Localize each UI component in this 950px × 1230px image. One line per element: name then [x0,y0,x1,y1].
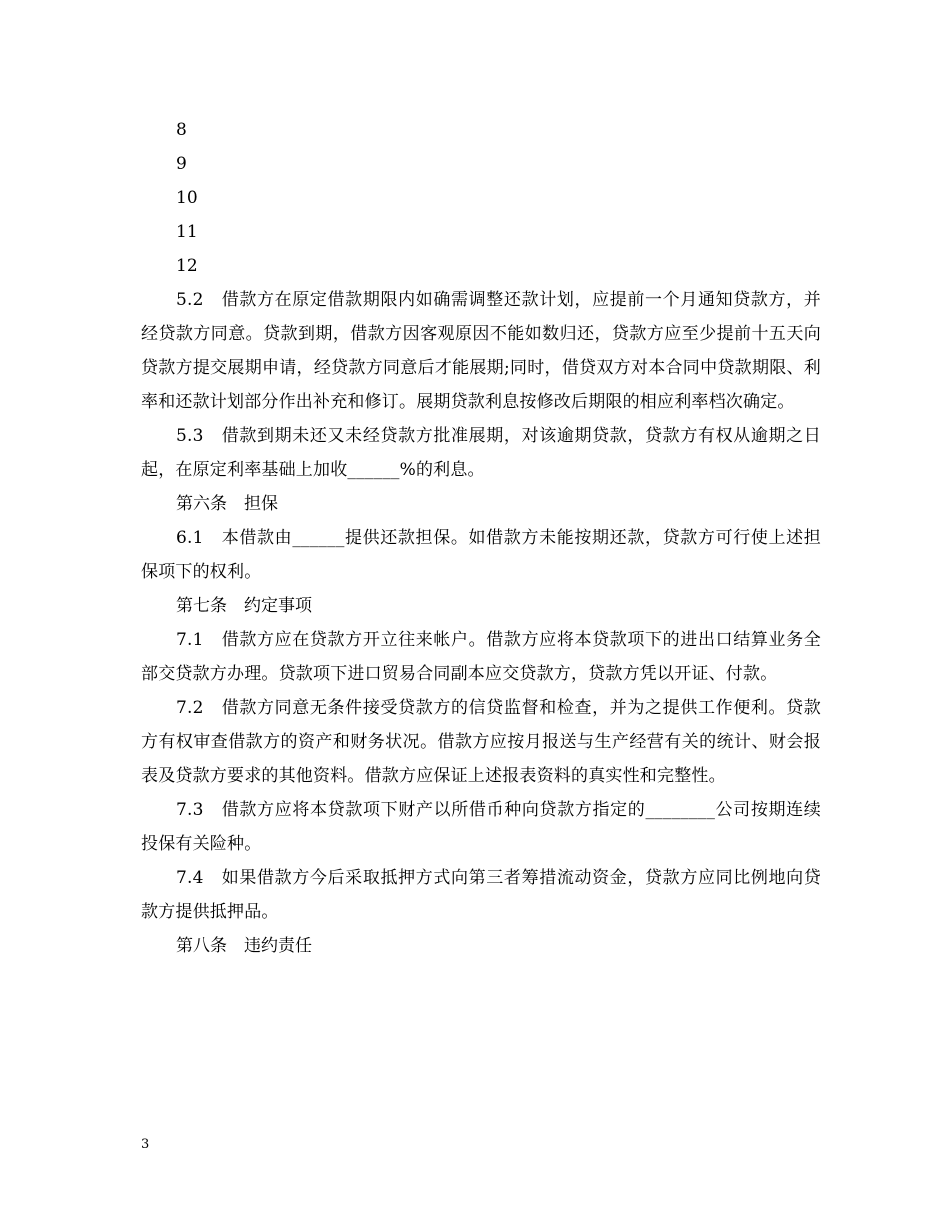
list-number: 11 [176,222,198,242]
clause-5-2: 5.2 借款方在原定借款期限内如确需调整还款计划，应提前一个月通知贷款方，并经贷款方同意。贷款到期，借款方因客观原因不能如数归还，贷款方应至少提前十五天向贷款方提交展期申请，经贷款方同意后才能展期;同时，借贷双方对本合同中贷款期限、利率和还款计划部分作出补充和修订。展期贷款利息按修改后期限的相应利率档次确定。 [141,290,821,412]
clause-6-1: 6.1 本借款由______提供还款担保。如借款方未能按期还款，贷款方可行使上述担保项下的权利。 [141,528,821,582]
page-content [141,113,821,963]
page-number: 3 [141,1137,150,1152]
clause-7-3: 7.3 借款方应将本贷款项下财产以所借币种向贷款方指定的________公司按期连续投保有关险种。 [141,800,821,854]
clause-7-1: 7.1 借款方应在贷款方开立往来帐户。借款方应将本贷款项下的进出口结算业务全部交贷款方办理。贷款项下进口贸易合同副本应交贷款方，贷款方凭以开证、付款。 [141,630,821,684]
list-number: 10 [176,188,198,208]
article-6-heading: 第六条 担保 [176,494,278,514]
clause-5-3: 5.3 借款到期未还又未经贷款方批准展期，对该逾期贷款，贷款方有权从逾期之日起，在原定利率基础上加收______%的利息。 [141,426,821,480]
article-8-heading: 第八条 违约责任 [176,936,312,956]
list-number: 12 [176,256,198,276]
clause-7-4: 7.4 如果借款方今后采取抵押方式向第三者筹措流动资金，贷款方应同比例地向贷款方提供抵押品。 [141,868,821,922]
clause-7-2: 7.2 借款方同意无条件接受贷款方的信贷监督和检查，并为之提供工作便利。贷款方有权审查借款方的资产和财务状况。借款方应按月报送与生产经营有关的统计、财会报表及贷款方要求的其他资料。借款方应保证上述报表资料的真实性和完整性。 [141,698,821,786]
article-7-heading: 第七条 约定事项 [176,596,312,616]
list-number: 8 [176,120,187,140]
list-number: 9 [176,154,187,174]
